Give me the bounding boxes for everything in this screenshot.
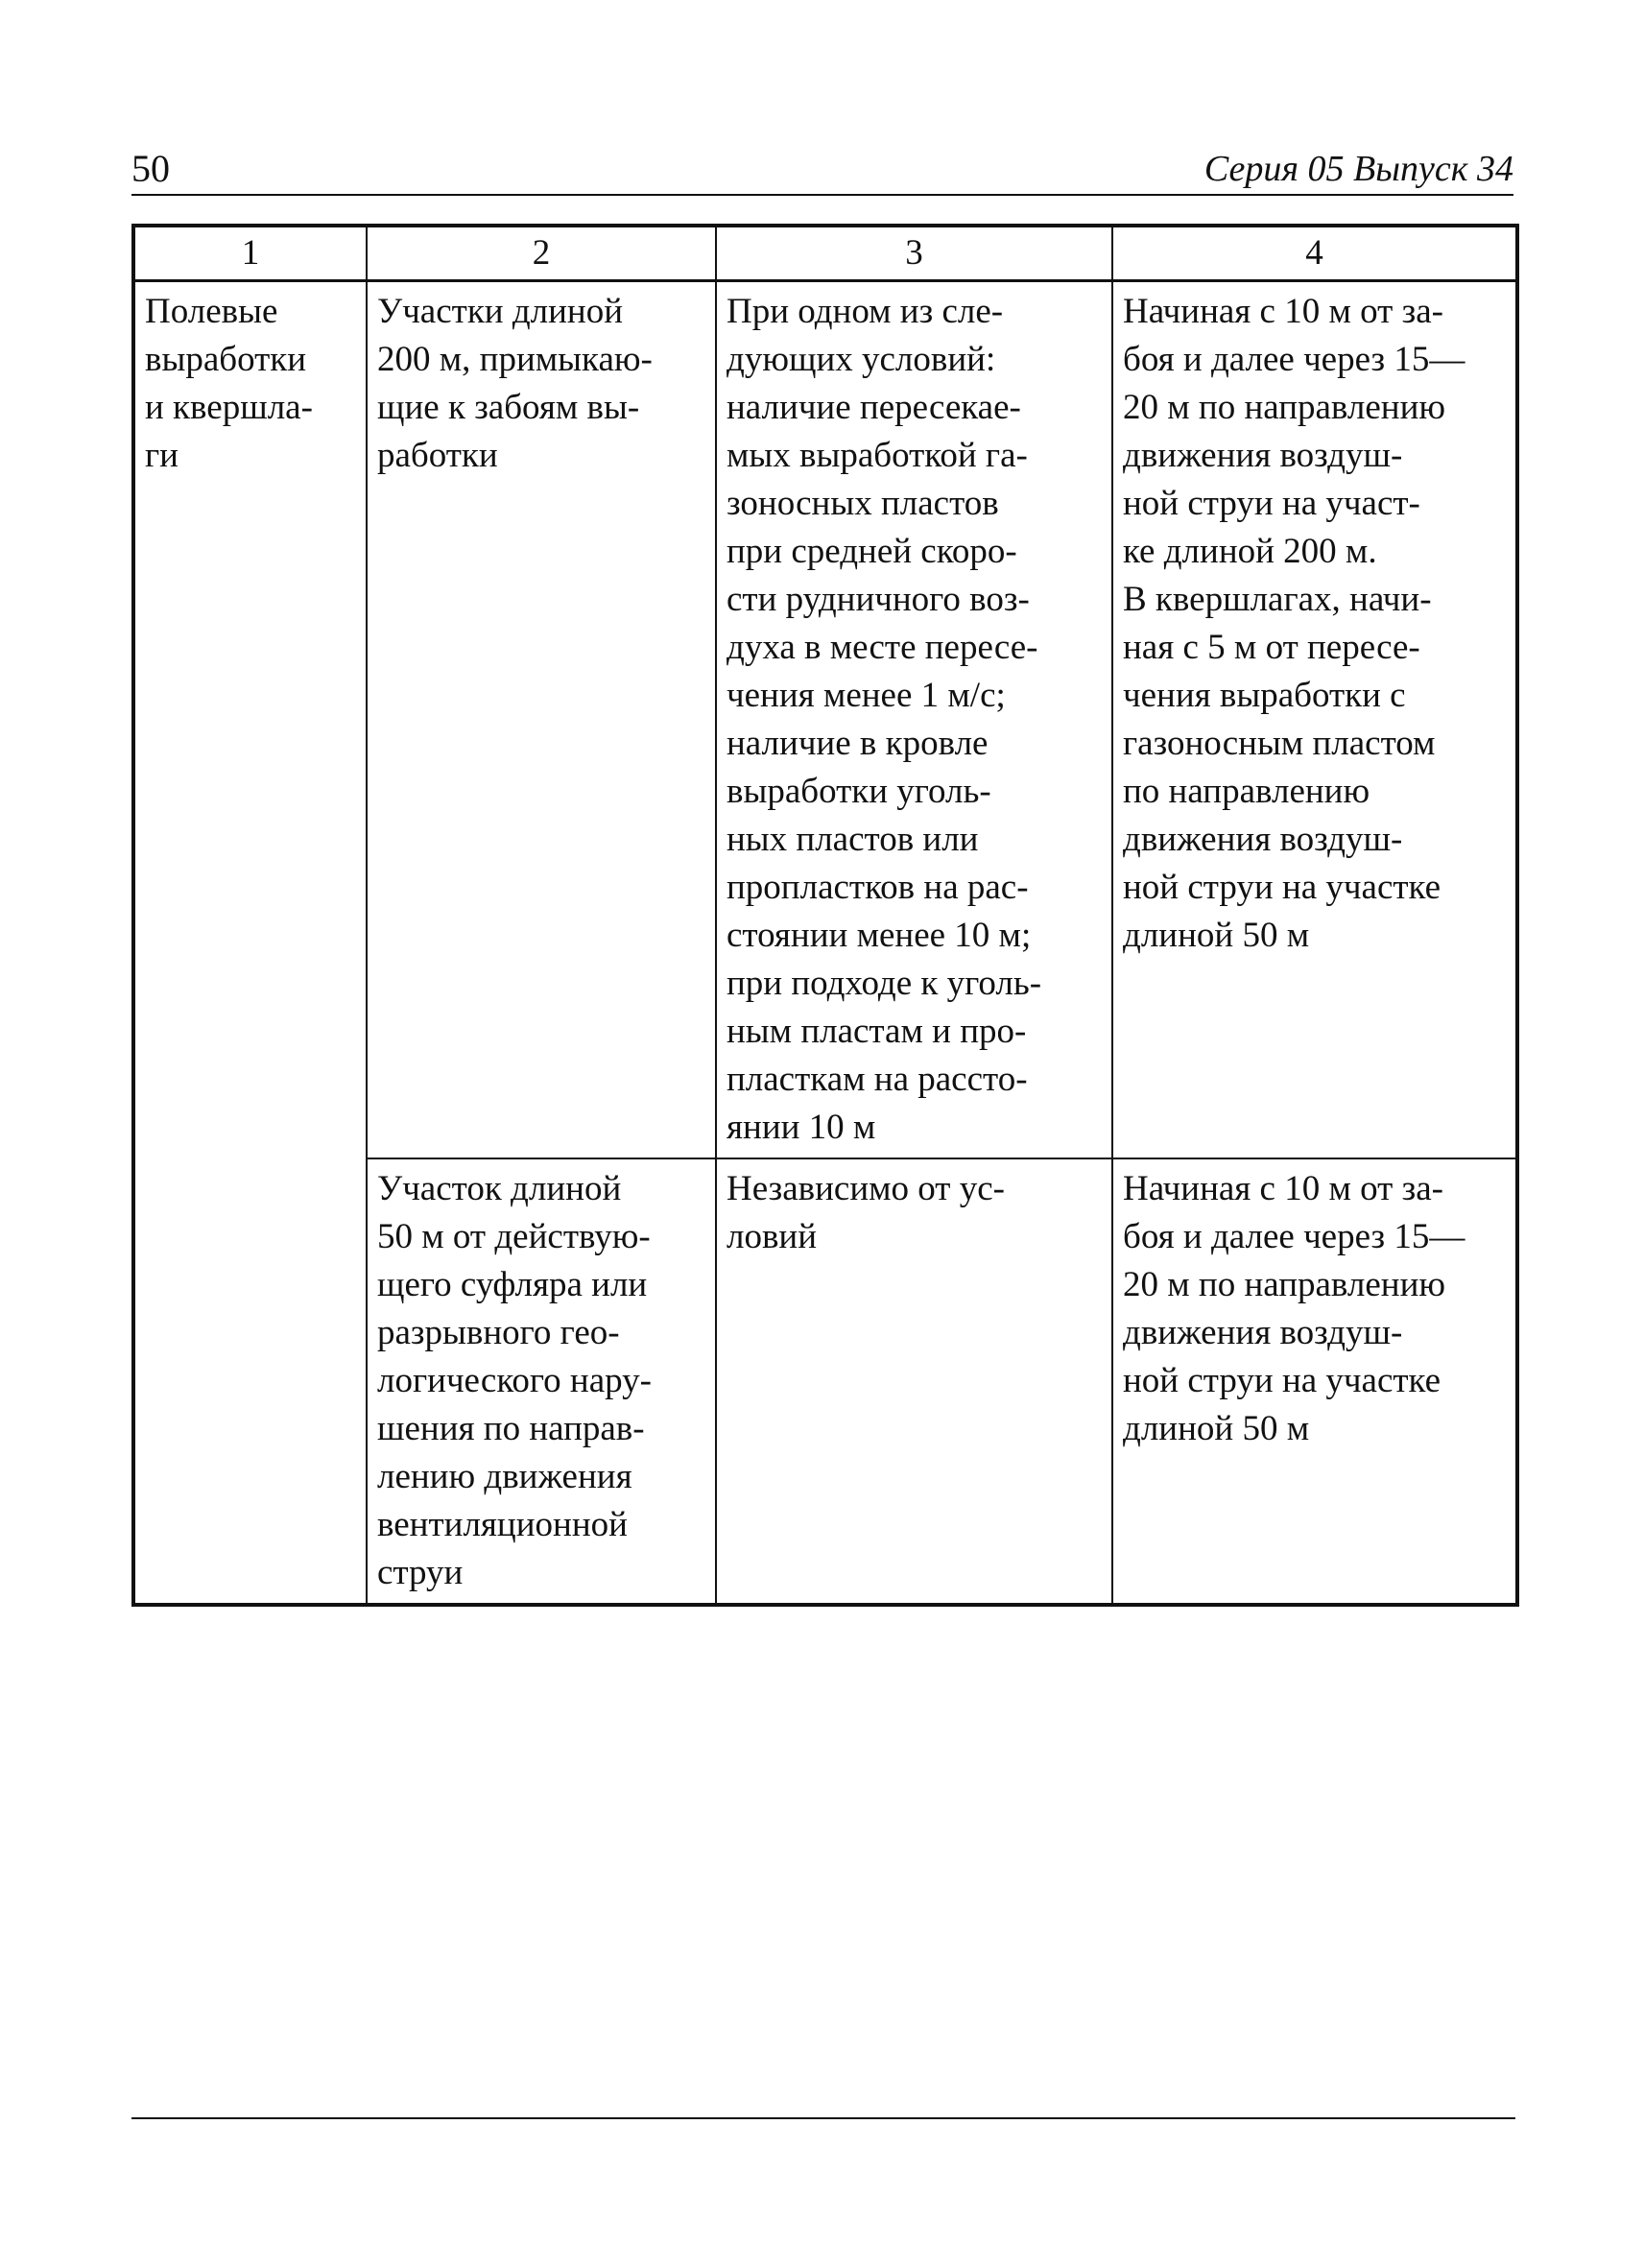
column-number-3: 3 [716, 226, 1112, 281]
column-number-1: 1 [133, 226, 367, 281]
requirements-table [131, 224, 1519, 1607]
placement-text: Начиная с 10 м от за- боя и далее через 15— 20 м по направлению движения воздуш- ной струи на участ- ке длиной 200 м. В квершлагах, начи- ная с 5 м от пересе- чения выработки с газоносным пластом по направлению движения воздуш- ной струи на участке длиной 50 м [1123, 292, 1465, 955]
conditions-text: Независимо от ус- ловий [727, 1169, 1005, 1256]
placement-text: Начиная с 10 м от за- боя и далее через 15— 20 м по направлению движения воздуш- ной струи на участке длиной 50 м [1123, 1169, 1465, 1448]
workings-type-cell [133, 281, 367, 1606]
section-cell [367, 1158, 716, 1605]
section-text: Участок длиной 50 м от действую- щего суфляра или разрывного гео- логического нару- шения по направ- лению движения вентиляционной струи [377, 1169, 652, 1592]
conditions-cell [716, 1158, 1112, 1605]
page-header [131, 144, 1513, 196]
footer-rule [131, 2117, 1515, 2119]
section-cell [367, 281, 716, 1159]
series-title: Серия 05 Выпуск 34 [1203, 149, 1513, 189]
placement-cell [1112, 281, 1517, 1159]
column-number-4: 4 [1112, 226, 1517, 281]
page-number: 50 [131, 147, 170, 190]
conditions-text: При одном из сле- дующих условий: наличие пересекае- мых выработкой га- зоносных пластов при средней скоро- сти рудничного воз- духа в месте пересе- чения менее 1 м/с; наличие в кровле выработки уголь- ных пластов или пропластков на рас- стоянии менее 10 м; при подходе к уголь- ным пластам и про- пласткам на рассто- янии 10 м [727, 292, 1042, 1147]
table-row [133, 281, 1517, 1159]
placement-cell [1112, 1158, 1517, 1605]
column-number-row [133, 226, 1517, 281]
section-text: Участки длиной 200 м, примыкаю- щие к забоям вы- работки [377, 292, 653, 475]
workings-type-text: Полевые выработки и квершла- ги [145, 292, 313, 475]
conditions-cell [716, 281, 1112, 1159]
column-number-2: 2 [367, 226, 716, 281]
